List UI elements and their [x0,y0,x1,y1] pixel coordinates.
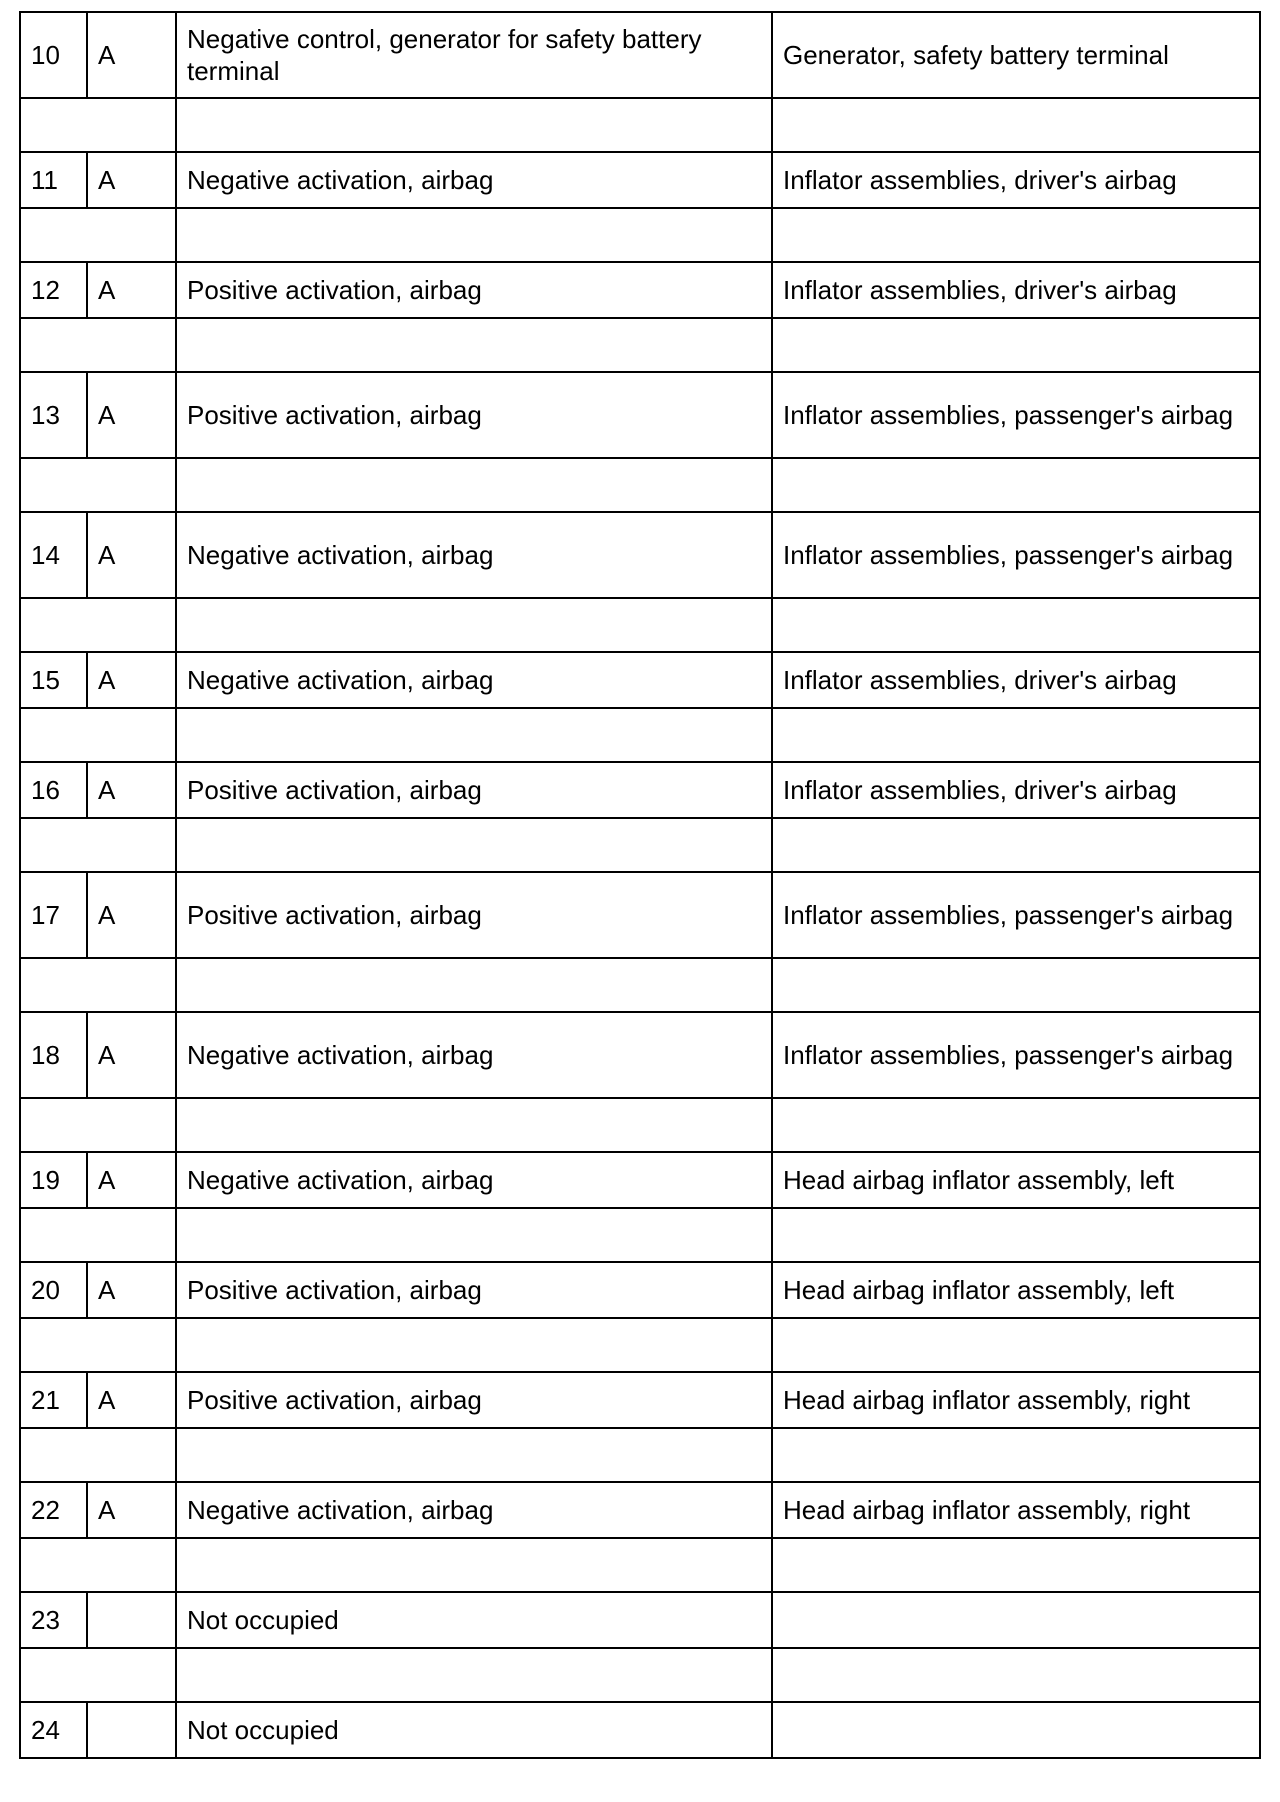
pinout-table [19,11,1261,1759]
table-row [20,1482,1260,1538]
pin-number-cell: 14 [20,512,87,598]
pin-type-cell: A [87,1372,176,1428]
spacer-cell [176,98,772,152]
spacer-cell [772,1208,1260,1262]
spacer-cell [176,598,772,652]
table-row [20,1012,1260,1098]
pin-component-cell: Head airbag inflator assembly, right [772,1482,1260,1538]
pin-function-cell: Negative activation, airbag [176,152,772,208]
spacer-cell [772,318,1260,372]
spacer-cell [176,318,772,372]
spacer-row [20,98,1260,152]
spacer-row [20,1208,1260,1262]
pin-type-cell: A [87,652,176,708]
spacer-cell [20,958,176,1012]
table-row [20,1702,1260,1758]
spacer-cell [772,818,1260,872]
pin-component-cell: Inflator assemblies, passenger's airbag [772,1012,1260,1098]
spacer-cell [176,1208,772,1262]
spacer-cell [176,208,772,262]
spacer-cell [772,1318,1260,1372]
pin-component-cell [772,1702,1260,1758]
pin-function-cell: Positive activation, airbag [176,1372,772,1428]
spacer-row [20,1098,1260,1152]
pin-component-cell: Inflator assemblies, driver's airbag [772,262,1260,318]
pin-type-cell: A [87,262,176,318]
pin-type-cell: A [87,12,176,98]
pin-type-cell [87,1702,176,1758]
spacer-cell [176,1538,772,1592]
pin-component-cell: Inflator assemblies, driver's airbag [772,762,1260,818]
pin-number-cell: 13 [20,372,87,458]
table-row [20,872,1260,958]
spacer-cell [772,1428,1260,1482]
spacer-cell [176,958,772,1012]
spacer-cell [772,1648,1260,1702]
pin-component-cell: Inflator assemblies, passenger's airbag [772,512,1260,598]
pin-number-cell: 18 [20,1012,87,1098]
spacer-row [20,458,1260,512]
spacer-cell [176,1098,772,1152]
spacer-cell [176,1428,772,1482]
pinout-document [19,11,1259,1759]
pin-type-cell [87,1592,176,1648]
spacer-row [20,1428,1260,1482]
table-row [20,762,1260,818]
spacer-row [20,958,1260,1012]
spacer-cell [20,1098,176,1152]
spacer-cell [20,1318,176,1372]
table-row [20,1262,1260,1318]
spacer-cell [20,1538,176,1592]
pin-function-cell: Positive activation, airbag [176,262,772,318]
pin-type-cell: A [87,512,176,598]
spacer-cell [20,98,176,152]
spacer-cell [176,818,772,872]
pin-function-cell: Negative control, generator for safety battery terminal [176,12,772,98]
spacer-cell [772,208,1260,262]
pin-function-cell: Negative activation, airbag [176,1152,772,1208]
spacer-cell [20,818,176,872]
spacer-cell [772,958,1260,1012]
pin-number-cell: 23 [20,1592,87,1648]
pin-component-cell: Inflator assemblies, passenger's airbag [772,372,1260,458]
pin-component-cell: Head airbag inflator assembly, left [772,1152,1260,1208]
spacer-cell [20,1208,176,1262]
pin-number-cell: 11 [20,152,87,208]
spacer-cell [176,1648,772,1702]
spacer-row [20,1648,1260,1702]
pin-number-cell: 15 [20,652,87,708]
pin-function-cell: Positive activation, airbag [176,762,772,818]
table-row [20,652,1260,708]
pin-type-cell: A [87,1262,176,1318]
pin-number-cell: 10 [20,12,87,98]
pin-function-cell: Not occupied [176,1592,772,1648]
pin-function-cell: Negative activation, airbag [176,512,772,598]
spacer-row [20,598,1260,652]
pin-function-cell: Positive activation, airbag [176,1262,772,1318]
table-row [20,12,1260,98]
spacer-row [20,208,1260,262]
spacer-row [20,708,1260,762]
pin-component-cell: Generator, safety battery terminal [772,12,1260,98]
pin-number-cell: 22 [20,1482,87,1538]
table-row [20,372,1260,458]
table-row [20,152,1260,208]
pin-type-cell: A [87,1012,176,1098]
pinout-table-body [20,12,1260,1758]
pin-function-cell: Positive activation, airbag [176,872,772,958]
pin-type-cell: A [87,1482,176,1538]
pin-number-cell: 19 [20,1152,87,1208]
table-row [20,1152,1260,1208]
spacer-cell [20,458,176,512]
spacer-cell [772,458,1260,512]
spacer-cell [772,98,1260,152]
pin-function-cell: Not occupied [176,1702,772,1758]
spacer-row [20,1538,1260,1592]
spacer-row [20,818,1260,872]
spacer-cell [20,1648,176,1702]
pin-number-cell: 24 [20,1702,87,1758]
spacer-cell [20,1428,176,1482]
pin-number-cell: 20 [20,1262,87,1318]
pin-component-cell: Inflator assemblies, driver's airbag [772,152,1260,208]
pin-type-cell: A [87,152,176,208]
pin-number-cell: 17 [20,872,87,958]
pin-function-cell: Negative activation, airbag [176,652,772,708]
pin-type-cell: A [87,372,176,458]
pin-function-cell: Positive activation, airbag [176,372,772,458]
pin-component-cell: Head airbag inflator assembly, left [772,1262,1260,1318]
pin-type-cell: A [87,762,176,818]
pin-type-cell: A [87,1152,176,1208]
pin-component-cell: Inflator assemblies, passenger's airbag [772,872,1260,958]
spacer-row [20,1318,1260,1372]
table-row [20,512,1260,598]
spacer-cell [20,708,176,762]
pin-number-cell: 21 [20,1372,87,1428]
spacer-cell [176,458,772,512]
spacer-cell [772,708,1260,762]
spacer-cell [20,318,176,372]
table-row [20,1372,1260,1428]
pin-component-cell: Inflator assemblies, driver's airbag [772,652,1260,708]
table-row [20,262,1260,318]
spacer-cell [772,1098,1260,1152]
spacer-cell [772,1538,1260,1592]
pin-number-cell: 12 [20,262,87,318]
pin-type-cell: A [87,872,176,958]
spacer-cell [20,208,176,262]
spacer-cell [176,1318,772,1372]
pin-number-cell: 16 [20,762,87,818]
spacer-cell [20,598,176,652]
spacer-cell [772,598,1260,652]
pin-component-cell [772,1592,1260,1648]
pin-function-cell: Negative activation, airbag [176,1482,772,1538]
spacer-row [20,318,1260,372]
pin-function-cell: Negative activation, airbag [176,1012,772,1098]
spacer-cell [176,708,772,762]
pin-component-cell: Head airbag inflator assembly, right [772,1372,1260,1428]
table-row [20,1592,1260,1648]
